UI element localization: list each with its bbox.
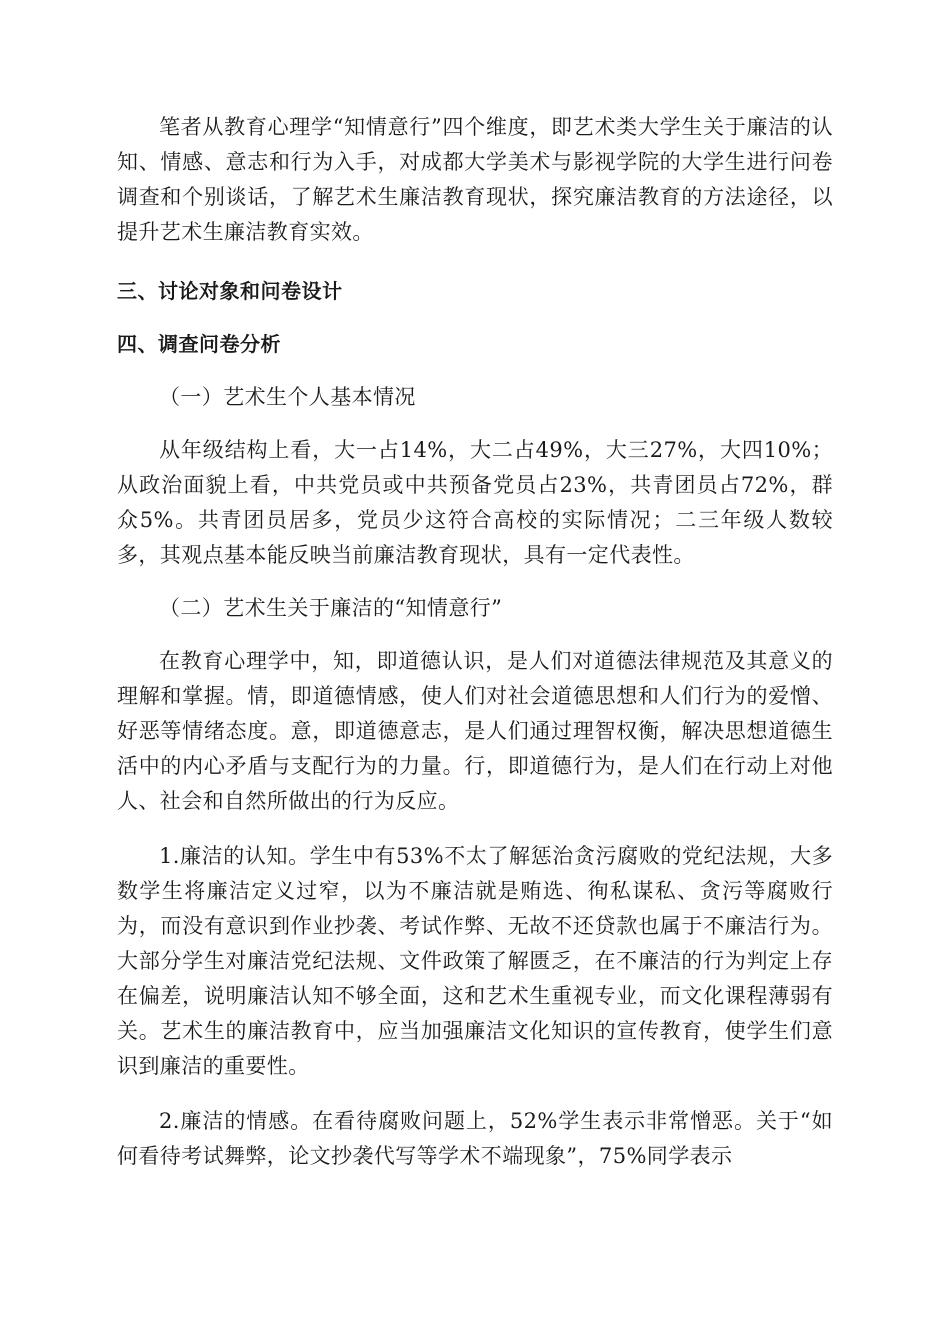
- subsection-heading-2: （二）艺术生关于廉洁的“知情意行”: [159, 596, 503, 620]
- subsection-heading-1: （一）艺术生个人基本情况: [159, 385, 416, 409]
- section-heading-3: 三、讨论对象和问卷设计: [117, 279, 343, 303]
- intro-paragraph: 笔者从教育心理学“知情意行”四个维度，即艺术类大学生关于廉洁的认知、情感、意志和行为入手，对成都大学美术与影视学院的大学生进行问卷调查和个别谈话，了解艺术生廉洁教育现状，探究廉洁教育的方法途径，以提升艺术生廉洁教育实效。: [117, 115, 833, 244]
- emotion-paragraph: 2.廉洁的情感。在看待腐败问题上，52%学生表示非常憎恶。关于“如何看待考试舞弊，论文抄袭代写等学术不端现象”，75%同学表示: [117, 1109, 833, 1168]
- psychology-definition-paragraph: 在教育心理学中，知，即道德认识，是人们对道德法律规范及其意义的理解和掌握。情，即道德情感，使人们对社会道德思想和人们行为的爱憎、好恶等情绪态度。意，即道德意志，是人们通过理智权衡，解决思想道德生活中的内心矛盾与支配行为的力量。行，即道德行为，是人们在行动上对他人、社会和自然所做出的行为反应。: [117, 649, 833, 813]
- cognition-paragraph: 1.廉洁的认知。学生中有53%不太了解惩治贪污腐败的党纪法规，大多数学生将廉洁定义过窄，以为不廉洁就是贿选、徇私谋私、贪污等腐败行为，而没有意识到作业抄袭、考试作弊、无故不还贷款也属于不廉洁行为。大部分学生对廉洁党纪法规、文件政策了解匮乏，在不廉洁的行为判定上存在偏差，说明廉洁认知不够全面，这和艺术生重视专业，而文化课程薄弱有关。艺术生的廉洁教育中，应当加强廉洁文化知识的宣传教育，使学生们意识到廉洁的重要性。: [117, 844, 833, 1078]
- document-body: [117, 110, 833, 1174]
- basic-info-paragraph: 从年级结构上看，大一占14%，大二占49%，大三27%，大四10%；从政治面貌上看，中共党员或中共预备党员占23%，共青团员占72%，群众5%。共青团员居多，党员少这符合高校的实际情况；二三年级人数较多，其观点基本能反映当前廉洁教育现状，具有一定代表性。: [117, 438, 833, 567]
- section-heading-4: 四、调查问卷分析: [117, 332, 281, 356]
